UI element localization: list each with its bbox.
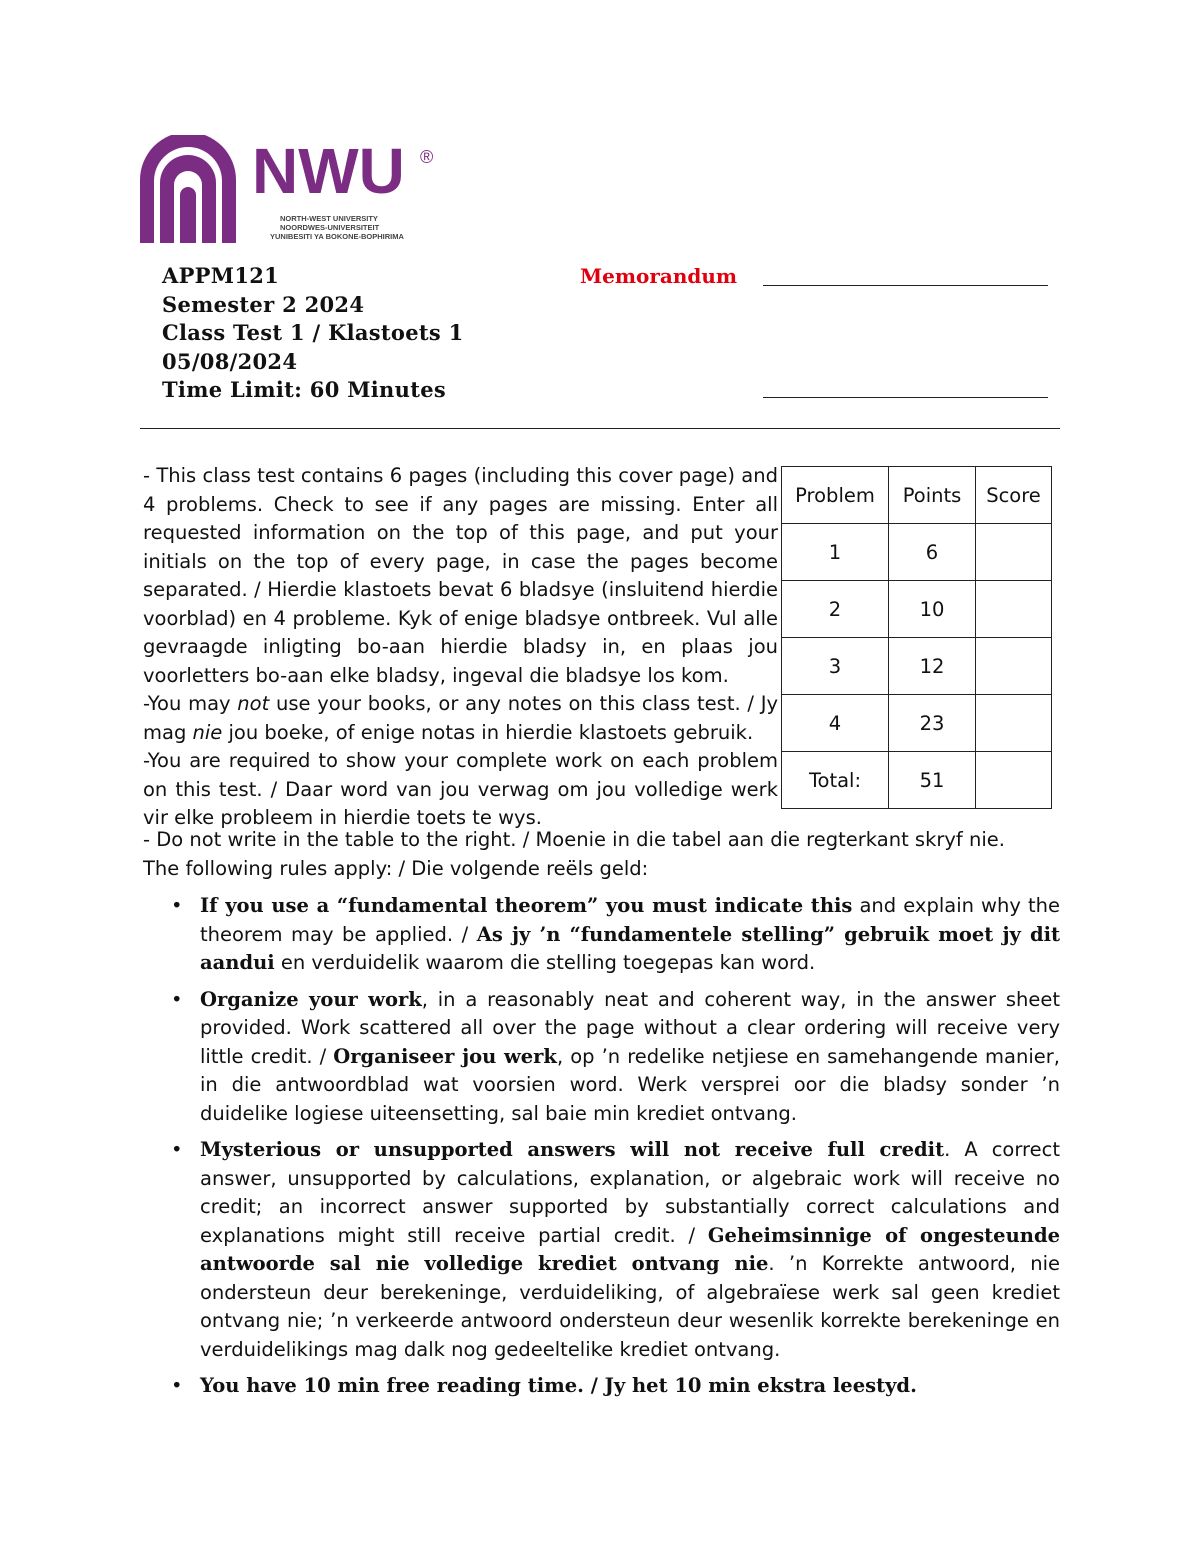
list-item: • You have 10 min free reading time. / Jy het 10 min ekstra leestyd.	[163, 1372, 1060, 1401]
logo-line-1: NORTH-WEST UNIVERSITY	[280, 214, 378, 223]
memorandum-label: Memorandum	[580, 264, 738, 288]
problem-cell: 3	[782, 638, 889, 695]
signature-line[interactable]	[763, 397, 1048, 398]
score-cell[interactable]	[976, 695, 1052, 752]
logo-name: NWU	[252, 135, 405, 207]
rules-intro: The following rules apply: / Die volgende reëls geld:	[143, 856, 649, 880]
total-points-cell: 51	[889, 752, 976, 809]
nwu-logo	[138, 135, 448, 245]
table-header-row	[782, 467, 1052, 524]
table-total-row	[782, 752, 1052, 809]
logo-line-3: YUNIBESITI YA BOKONE-BOPHIRIMA	[270, 232, 404, 241]
test-date: 05/08/2024	[162, 348, 298, 374]
semester: Semester 2 2024	[162, 291, 365, 317]
instruction-books: -You may not use your books, or any notes on this class test. / Jy mag nie jou boeke, of enige notas in hierdie klastoets gebruik.	[143, 692, 778, 744]
header-divider	[140, 428, 1060, 429]
instruction-table: - Do not write in the table to the right. / Moenie in die tabel aan die regterkant skryf nie.	[143, 828, 1005, 851]
score-cell[interactable]	[976, 524, 1052, 581]
list-item: • Organize your work, in a reasonably neat and coherent way, in the answer sheet provided. Work scattered all over the page without a clear ordering will receive very little credit. / Organiseer jou werk, op ’n redelike netjiese en samehangende manier, in die antwoordblad wat voorsien word. Werk versprei oor die bladsy sonder ’n duidelike logiese uiteensetting, sal baie min krediet ontvang.	[171, 987, 1060, 1125]
bullet-icon: •	[171, 1138, 183, 1161]
nwu-emblem-icon	[140, 135, 236, 243]
score-table	[781, 466, 1052, 809]
total-label-cell: Total:	[782, 752, 889, 809]
time-limit: Time Limit: 60 Minutes	[162, 377, 446, 402]
total-score-cell[interactable]	[976, 752, 1052, 809]
logo-line-2: NOORDWES-UNIVERSITEIT	[280, 223, 380, 232]
points-cell: 10	[889, 581, 976, 638]
instruction-pages: - This class test contains 6 pages (including this cover page) and 4 problems. Check to see if any pages are missing. Enter all requested information on the top of this page, and put your initials on the top of every page, in case the pages become separated. / Hierdie klastoets bevat 6 bladsye (insluitend hierdie voorblad) en 4 probleme. Kyk of enige bladsye ontbreek. Vul alle gevraagde inligting bo-aan hierdie bladsy in, en plaas jou voorletters bo-aan elke bladsy, ingeval die bladsye los kom.	[143, 464, 778, 687]
header-points: Points	[889, 467, 976, 524]
problem-cell: 4	[782, 695, 889, 752]
score-cell[interactable]	[976, 638, 1052, 695]
course-code: APPM121	[162, 263, 280, 288]
exam-header	[162, 262, 464, 405]
instructions-continued	[143, 826, 1063, 883]
table-row	[782, 695, 1052, 752]
problem-cell: 1	[782, 524, 889, 581]
problem-cell: 2	[782, 581, 889, 638]
bullet-icon: •	[171, 894, 183, 917]
table-row	[782, 524, 1052, 581]
registered-mark: ®	[420, 147, 434, 167]
header-score: Score	[976, 467, 1052, 524]
points-cell: 23	[889, 695, 976, 752]
bullet-icon: •	[171, 987, 183, 1011]
points-cell: 12	[889, 638, 976, 695]
table-row	[782, 638, 1052, 695]
list-item: • If you use a “fundamental theorem” you must indicate this and explain why the theorem may be applied. / As jy ’n “fundamentele stelling” gebruik moet jy dit aandui en verduidelik waarom die stelling toegepas kan word.	[171, 894, 1060, 974]
points-cell: 6	[889, 524, 976, 581]
bullet-icon: •	[171, 1374, 183, 1397]
test-title: Class Test 1 / Klastoets 1	[162, 320, 464, 345]
instruction-work: -You are required to show your complete work on each problem on this test. / Daar word van jou verwag om jou volledige werk vir elke probleem in hierdie toets te wys.	[143, 749, 778, 829]
name-line[interactable]	[763, 285, 1048, 286]
list-item: • Mysterious or unsupported answers will not receive full credit. A correct answer, unsupported by calculations, explanation, or algebraic work will receive no credit; an incorrect answer supported by substantially correct calculations and explanations might still receive partial credit. / Geheimsinnige of ongesteunde antwoorde sal nie volledige krediet ontvang nie. ’n Korrekte antwoord, nie ondersteun deur berekeninge, verduideliking, of algebraïese werk sal geen krediet ontvang nie; ’n verkeerde antwoord ondersteun deur wesenlik korrekte berekeninge en verduidelikings mag dalk nog gedeeltelike krediet ontvang.	[171, 1138, 1060, 1361]
header-problem: Problem	[782, 467, 889, 524]
rules-list	[163, 892, 1060, 1409]
table-row	[782, 581, 1052, 638]
score-cell[interactable]	[976, 581, 1052, 638]
instructions-block	[143, 462, 778, 833]
